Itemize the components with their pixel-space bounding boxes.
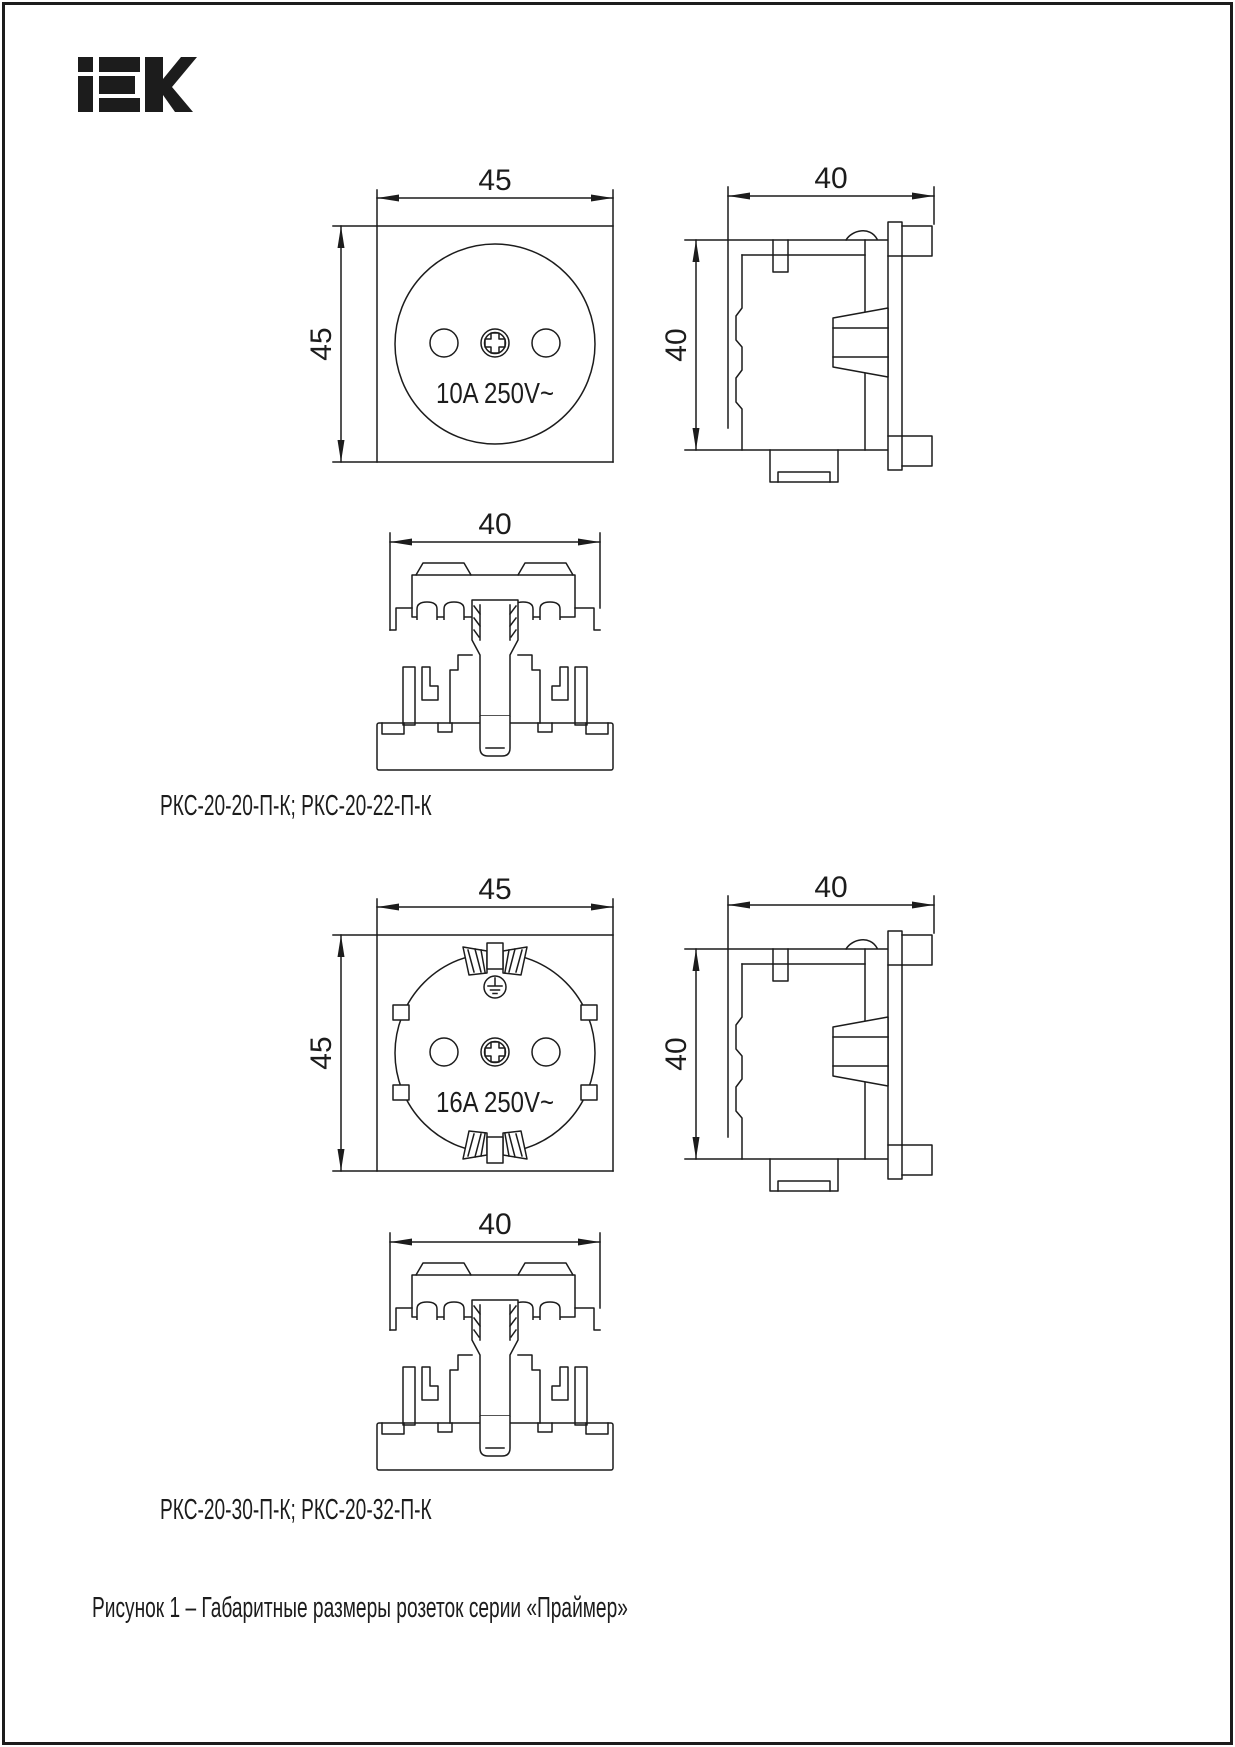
dim-text-height: 40	[660, 1037, 693, 1071]
dim-text-width: 40	[814, 162, 848, 195]
dim-text-width: 45	[478, 164, 512, 197]
figure-caption: Рисунок 1 – Габаритные размеры розеток серии «Праймер»	[92, 1592, 628, 1624]
dimension-width-1s	[728, 162, 934, 428]
dim-text-width: 45	[478, 873, 512, 906]
bottom-claw	[472, 600, 518, 756]
bottom-view-drawing-1	[370, 490, 630, 790]
model-label-2: РКС-20-30-П-К; РКС-20-32-П-К	[160, 1494, 432, 1526]
iek-logo-glyphs	[78, 57, 197, 112]
pin-hole-right	[532, 1038, 560, 1066]
earth-screw-icon	[484, 976, 506, 998]
front-view-drawing-1	[305, 150, 647, 506]
notch-right-bottom	[581, 1085, 597, 1100]
dim-text-height: 45	[305, 327, 338, 361]
model-label-1: РКС-20-20-П-К; РКС-20-22-П-К	[160, 790, 432, 822]
iek-logo	[78, 57, 197, 113]
side-flange	[888, 222, 932, 470]
dimension-height-1s	[660, 240, 700, 450]
dim-text-height: 45	[305, 1036, 338, 1070]
side-flange	[888, 931, 932, 1179]
pin-hole-left	[430, 329, 458, 357]
dimension-height-2	[305, 935, 345, 1171]
bottom-claw	[472, 1300, 518, 1456]
rating-text: 10A 250V~	[436, 378, 554, 410]
side-plug-barrel	[833, 308, 888, 377]
dimension-width-2s	[728, 871, 934, 1137]
notch-left-top	[393, 1005, 409, 1020]
pin-hole-left	[430, 1038, 458, 1066]
bottom-view-drawing-2	[370, 1190, 630, 1490]
dim-text-width: 40	[814, 871, 848, 904]
dimension-height-1	[305, 226, 345, 462]
notch-right-top	[581, 1005, 597, 1020]
rating-text: 16A 250V~	[436, 1087, 554, 1119]
socket-face-schuko	[393, 943, 597, 1163]
dimension-width-1	[377, 164, 613, 202]
pin-hole-right	[532, 329, 560, 357]
earth-clip-bottom	[463, 1131, 527, 1163]
dim-text-height: 40	[660, 328, 693, 362]
side-view-drawing-2	[650, 869, 960, 1209]
earth-clip-top	[463, 943, 527, 975]
dim-text-width: 40	[478, 508, 512, 541]
faceplate-outline	[333, 190, 613, 462]
front-view-drawing-2	[305, 859, 647, 1215]
notch-left-bottom	[393, 1085, 409, 1100]
center-screw-icon	[481, 329, 509, 357]
dimension-height-2s	[660, 949, 700, 1159]
socket-face	[395, 244, 595, 444]
dimension-width-2	[377, 873, 613, 911]
dim-text-width: 40	[478, 1208, 512, 1241]
faceplate-outline	[333, 899, 613, 1171]
side-plug-barrel	[833, 1017, 888, 1086]
center-screw-icon	[481, 1038, 509, 1066]
side-view-drawing-1	[650, 160, 960, 500]
